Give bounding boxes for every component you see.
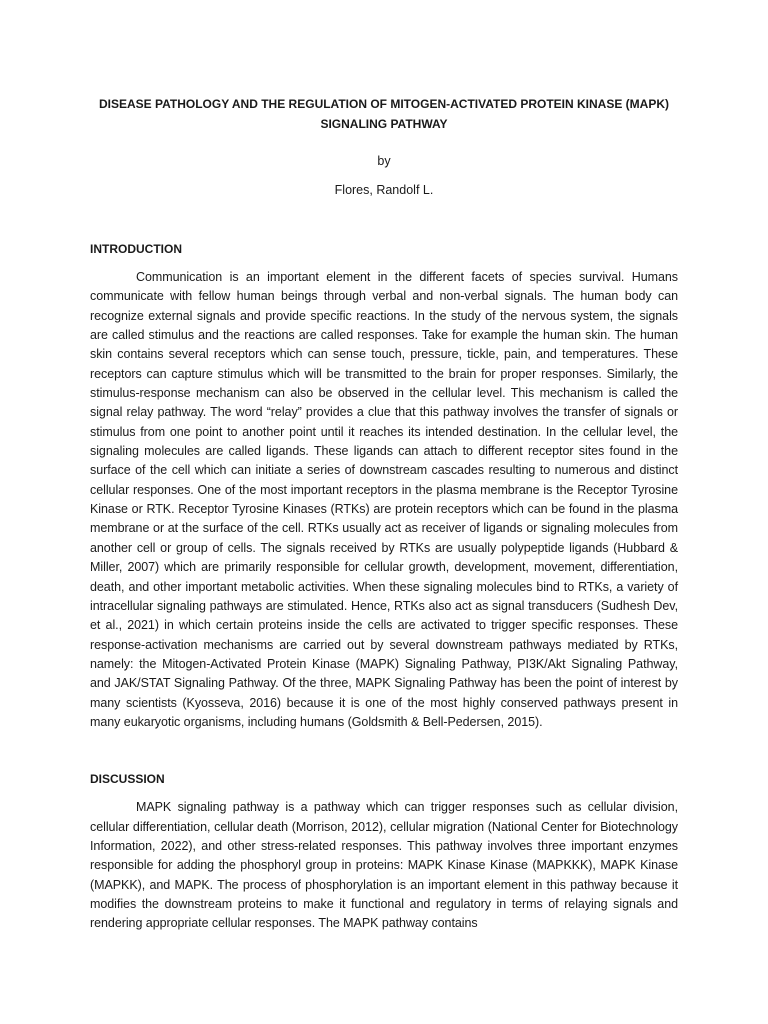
introduction-paragraph: Communication is an important element in the different facets of species survival. Humans communicate with fellow human beings through verbal and non-verbal signals. The human body can recognize external signals and provide specific reactions. In the study of the nervous system, the signals are called stimulus and the reactions are called responses. Take for example the human skin. The human skin contains several receptors which can sense touch, pressure, tickle, pain, and temperatures. These receptors can capture stimulus which will be transmitted to the brain for proper responses. Similarly, the stimulus-response mechanism can also be observed in the cellular level. This mechanism is called the signal relay pathway. The word “relay” provides a clue that this pathway involves the transfer of signals or stimulus from one point to another point until it reaches its intended destination. In the cellular level, the signaling molecules are called ligands. These ligands can attach to different receptor sites found in the surface of the cell which can initiate a series of downstream cascades resulting to numerous and distinct cellular responses. One of the most important receptors in the plasma membrane is the Receptor Tyrosine Kinase or RTK. Receptor Tyrosine Kinases (RTKs) are protein receptors which can be found in the plasma membrane or at the surface of the cell. RTKs usually act as receiver of ligands or signaling molecules from another cell or group of cells. The signals received by RTKs are usually polypeptide ligands (Hubbard & Miller, 2007) which are primarily responsible for cellular growth, development, movement, differentiation, death, and other important metabolic activities. When these signaling molecules bind to RTKs, a variety of intracellular signaling pathways are stimulated. Hence, RTKs also act as signal transducers (Sudhesh Dev, et al., 2021) in which certain proteins inside the cells are activated to trigger specific responses. These response-activation mechanisms are carried out by several downstream pathways mediated by RTKs, namely: the Mitogen-Activated Protein Kinase (MAPK) Signaling Pathway, PI3K/Akt Signaling Pathway, and JAK/STAT Signaling Pathway. Of the three, MAPK Signaling Pathway has been the point of interest by many scientists (Kyosseva, 2016) because it is one of the most highly conserved pathways present in many eukaryotic organisms, including humans (Goldsmith & Bell-Pedersen, 2015). — [90, 270, 678, 729]
document-title: DISEASE PATHOLOGY AND THE REGULATION OF MITOGEN-ACTIVATED PROTEIN KINASE (MAPK) SIGNALING PATHWAY — [98, 97, 669, 131]
discussion-heading: DISCUSSION — [90, 772, 165, 787]
author-name: Flores, Randolf L. — [334, 183, 434, 197]
introduction-heading: INTRODUCTION — [90, 242, 182, 256]
by-label: by — [377, 154, 391, 168]
discussion-paragraph: MAPK signaling pathway is a pathway which can trigger responses such as cellular division, cellular differentiation, cellular death (Morrison, 2012), cellular migration (National Center for Biotechnology Information, 2022), and other stress-related responses. This pathway involves three important enzymes responsible for adding the phosphoryl group in proteins: MAPK Kinase Kinase (MAPKKK), MAPK Kinase (MAPKK), and MAPK. The process of phosphorylation is an important element in this pathway because it modifies the downstream proteins to make it functional and regulatory in terms of relaying signals and rendering appropriate cellular responses. The MAPK pathway contains — [90, 800, 678, 931]
